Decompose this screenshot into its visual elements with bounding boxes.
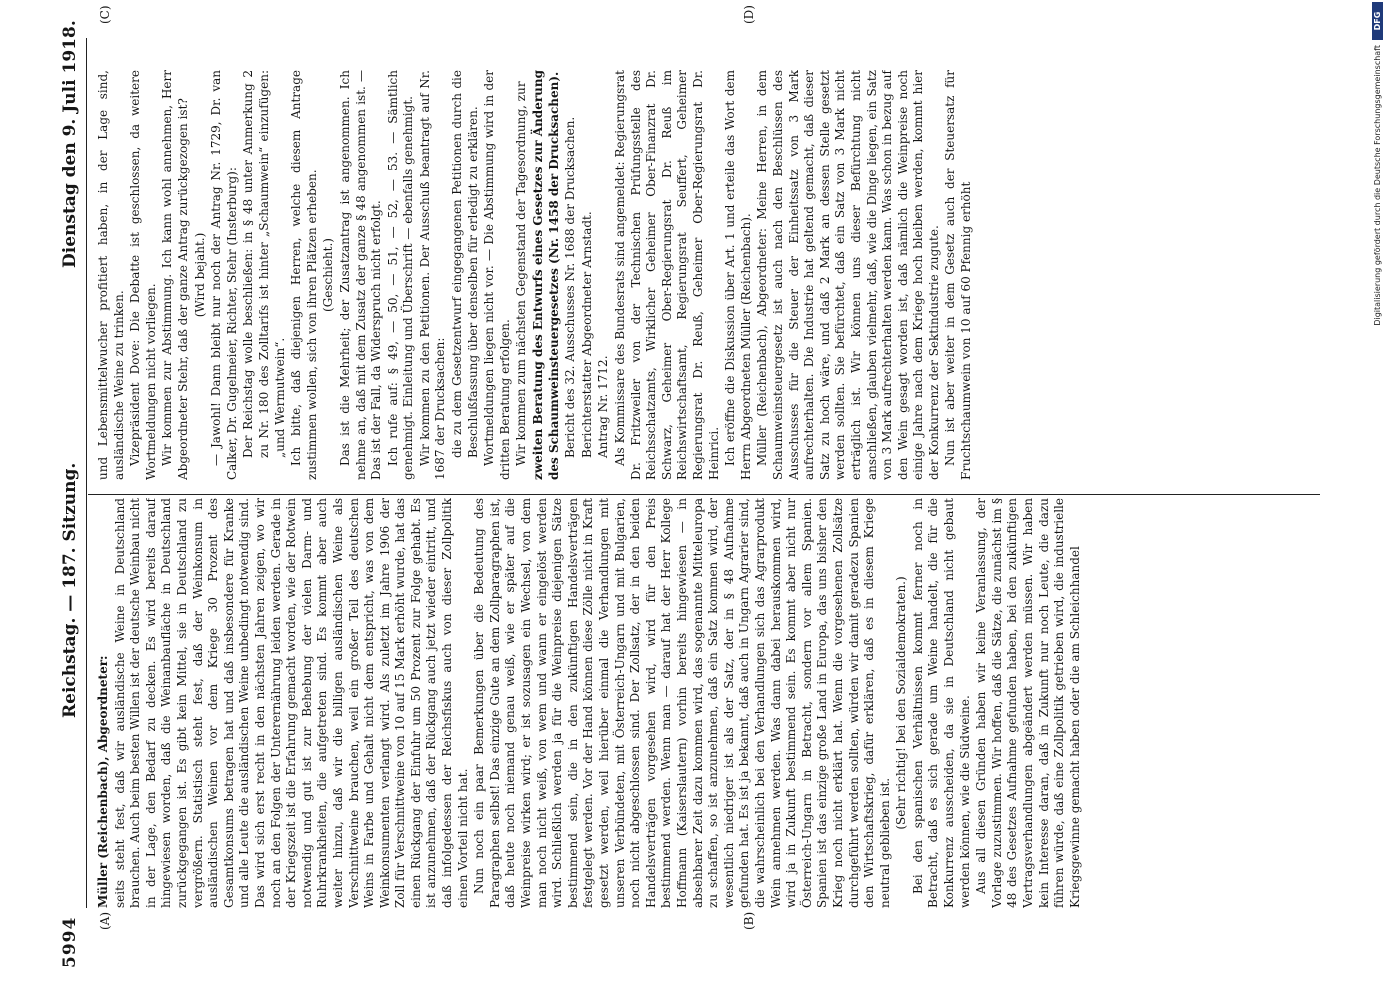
paragraph: Ich eröffne die Diskussion über Art. 1 und erteile das Wort dem Herrn Abgeordneten Müller (Reichenbach).	[723, 70, 753, 480]
margin-marker-b: (B)	[742, 911, 756, 930]
header-rule	[86, 38, 87, 908]
paragraph: Nun ist aber weiter in dem Gesetz auch der Steuersatz für Fruchtschaumwein von 10 auf 60 Pfennig erhöht	[943, 70, 974, 480]
margin-marker-c: (C)	[98, 5, 112, 24]
interjection: (Sehr richtig! bei den Sozialdemokraten.)	[894, 576, 909, 830]
paragraph: Wortmeldungen liegen nicht vor. — Die Abstimmung wird in der dritten Beratung erfolgen.	[482, 70, 512, 480]
page-number: 5994	[60, 916, 80, 968]
paragraph: Wir kommen zur Abstimmung. Ich kann wohl annehmen, Herr Abgeordneter Stehr, daß der ganze Antrag zurückgezogen ist?	[160, 70, 190, 480]
paragraph: Nun noch ein paar Bemerkungen über die Bedeutung des Paragraphen selbst! Das einzige Gute an dem Zollparagraphen ist, daß heute noch niemand genau weiß, wie er später auf die Weinpreise wirken wird; er ist sozusagen ein Wechsel, von dem man noch nicht weiß, von wem und wann er eingelöst werden wird. Schließlich werden ja für die Weinpreise diejenigen Sätze bestimmend sein, die in den zukünftigen Handelsverträgen festgelegt werden. Vor der Hand können diese Zölle nicht in Kraft gesetzt werden, weil hierüber einmal die Verhandlungen mit unseren Verbündeten, mit Österreich-Ungarn und mit Bulgarien, noch nicht abgeschlossen sind. Der Zollsatz, der in den beiden Handelsverträgen vorgesehen wird, wird für den Preis bestimmend werden. Wenn man — darauf hat der Herr Kollege Hoffmann (Kaiserslautern) vorhin bereits hingewiesen — in absehbarer Zeit dazu kommen wird, das sogenannte Mitteleuropa zu schaffen, so ist anzunehmen, daß ein Satz kommen wird, der wesentlich niedriger ist als der Satz, der in § 48 Aufnahme gefunden hat. Es ist ja bekannt, daß auch in Ungarn Agrarier sind, die wahrscheinlich bei den Verhandlungen sich das Agrarprodukt Wein annehmen werden. Was dann dabei herauskommen wird, wird ja in Zukunft bestimmend sein. Es kommt aber nicht nur Österreich-Ungarn in Betracht, sondern vor allem Spanien. Spanien ist das einzige große Land in Europa, das uns bisher den Krieg noch nicht erklärt hat. Wenn die vorgesehenen Zollsätze durchgeführt werden sollten, würden wir damit geradezu Spanien den Wirtschaftskrieg, dafür erklären, daß es in diesem Kriege neutral geblieben ist.	[472, 498, 892, 908]
interjection: (Geschieht.)	[321, 238, 336, 312]
paragraph: Bei den spanischen Verhältnissen kommt ferner noch in Betracht, daß es sich gerade um Weine handelt, die für die Konkurrenz ausscheiden, da sie in Deutschland nicht gebaut werden können, wie die Südweine.	[910, 498, 972, 908]
dfg-logo: DFG	[1372, 2, 1383, 40]
paragraph: Als Kommissare des Bundesrats sind angemeldet: Regierungsrat Dr. Fritzweiler von der Technischen Prüfungsstelle des Reichsschatzamts, Wirklicher Geheimer Ober-Finanzrat Dr. Schwarz, Geheimer Ober-Regierungsrat Dr. Reuß im Reichswirtschaftsamt, Regierungsrat Seuffert, Geheimer Regierungsrat Dr. Reuß, Geheimer Ober-Regierungsrat Dr. Heinrici.	[613, 70, 721, 480]
paragraph: — Jawohl! Dann bleibt nur noch der Antrag Nr. 1729, Dr. van Calker, Dr. Gugelmeier, Richter, Stehr (Insterburg):	[209, 70, 239, 480]
page-header	[60, 20, 82, 968]
right-column	[96, 70, 1311, 480]
paragraph: seits steht fest, daß wir ausländische Weine in Deutschland brauchen. Auch beim besten Willen ist der deutsche Weinbau nicht in der Lage, den Bedarf zu decken. Es wird bereits darauf hingewiesen worden, daß die Weinanbaufläche in Deutschland zurückgegangen ist. Es gibt kein Mittel, sie in Deutschland zu vergrößern. Statistisch steht fest, daß der Weinkonsum in ausländischen Weinen vor dem Kriege 30 Prozent des Gesamtkonsums betragen hat und daß insbesondere für Kranke und alle Leute die ausländischen Weine unbedingt notwendig sind. Das wird sich erst recht in den nächsten Jahren zeigen, wo wir noch an den Folgen der Unterernährung leiden werden. Gerade in der Kriegszeit ist die Erfahrung gemacht worden, wie der Rotwein notwendig und gut ist zur Behebung der vielen Darm- und Ruhrkrankheiten, die aufgetreten sind. Es kommt aber auch weiter hinzu, daß wir die billigen ausländischen Weine als Verschnittweine brauchen, weil ein großer Teil des deutschen Weins in Farbe und Gehalt nicht dem entspricht, was von dem Weinkonsumenten verlangt wird. Als zuletzt im Jahre 1906 der Zoll für Verschnittweine von 10 auf 15 Mark erhöht wurde, hat das einen Rückgang der Einfuhr um 50 Prozent zur Folge gehabt. Es ist anzunehmen, daß der Rückgang auch jetzt wieder eintritt, und daß infolgedessen der Reichsfiskus auch von dieser Zollpolitik einen Vorteil nicht hat.	[112, 498, 470, 908]
sitting-title: Reichstag. — 187. Sitzung.	[60, 462, 80, 718]
column-divider	[88, 494, 1320, 495]
digitization-note: Digitalisierung gefördert durch die Deutsche Forschungsgemeinschaft	[1373, 45, 1382, 326]
speaker-line: Müller (Reichenbach), Abgeordneter:	[96, 655, 110, 908]
interjection: (Wird bejaht.)	[192, 232, 207, 318]
sitting-date: Dienstag den 9. Juli 1918.	[60, 20, 80, 268]
paragraph: und Lebensmittelwucher profitiert haben, in der Lage sind, ausländische Weine zu trinken.	[96, 70, 126, 480]
paragraph: Aus all diesen Gründen haben wir keine Veranlassung, der Vorlage zuzustimmen. Wir hoffen, daß die Sätze, die zunächst im § 48 des Gesetzes Aufnahme gefunden haben, bei den zukünftigen Vertragsverhandlungen abgeändert werden müssen. Wir haben kein Interesse daran, daß in Zukunft nur noch Leute, die dazu führen würde, daß eine Zollpolitik getrieben wird, die industrielle Kriegsgewinne gemacht haben oder die am Schleichhandel	[974, 498, 1082, 908]
paragraph: Wir kommen zum nächsten Gegenstand der Tagesordnung, zur	[514, 81, 529, 466]
paragraph: Bericht des 32. Ausschusses Nr. 1688 der Drucksachen.	[563, 116, 578, 458]
paragraph: Ich rufe auf: § 49, — 50, — 51, — 52, — 53. — Sämtlich genehmigt. Einleitung und Überschrift — ebenfalls genehmigt.	[385, 70, 416, 480]
paragraph: Vizepräsident Dove: Die Debatte ist geschlossen, da weitere Wortmeldungen nicht vorliegen.	[128, 70, 158, 480]
paragraph: Müller (Reichenbach), Abgeordneter: Meine Herren, in dem Schaumweinsteuergesetz ist auch nach den Beschlüssen des Ausschusses für die Steuer der Einheitssatz von 3 Mark aufrechterhalten. Die Industrie hat geltend gemacht, daß dieser Satz zu hoch wäre, und daß 2 Mark an dessen Stelle gesetzt werden sollten. Sie befürchtet, daß ein Satz von 3 Mark nicht erträglich ist. Wir können uns dieser Befürchtung nicht anschließen, glauben vielmehr, daß, wie die Dinge liegen, ein Satz von 3 Mark aufrechterhalten werden kann. Was schon in bezug auf den Wein gesagt worden ist, daß nämlich die Weinpreise noch einige Jahre nach dem Kriege hoch bleiben werden, kommt hier der Konkurrenz der Sektindustrie zugute.	[755, 70, 941, 480]
paragraph: Ich bitte, daß diejenigen Herren, welche diesem Antrage zustimmen wollen, sich von ihren Plätzen erheben.	[289, 70, 319, 480]
motion-text: Der Reichstag wolle beschließen: in § 48 unter Anmerkung 2 zu Nr. 180 des Zolltarifs ist hinter „Schaumwein“ einzufügen: „und Wermutwein“.	[241, 70, 287, 458]
paragraph: Wir kommen zu den Petitionen. Der Ausschuß beantragt auf Nr. 1687 der Drucksachen:	[417, 70, 448, 480]
left-column	[96, 498, 1311, 908]
margin-marker-a: (A)	[98, 911, 112, 930]
paragraph: Berichterstatter Abgeordneter Arnstadt.	[579, 211, 594, 458]
agenda-item-heading: zweiten Beratung des Entwurfs eines Gesetzes zur Änderung des Schaumweinsteuergesetzes (Nr. 1458 der Drucksachen).	[531, 70, 561, 480]
motion-text: die zu dem Gesetzentwurf eingegangenen Petitionen durch die Beschlußfassung über denselben für erledigt zu erklären.	[450, 70, 480, 458]
digitization-sidebar	[1372, 0, 1383, 1000]
paragraph: Das ist die Mehrheit; der Zusatzantrag ist angenommen. Ich nehme an, daß mit dem Zusatz der ganze § 48 angenommen ist. — Das ist der Fall, da Widerspruch nicht erfolgt.	[337, 70, 384, 480]
margin-marker-d: (D)	[742, 5, 756, 24]
paragraph: Antrag Nr. 1712.	[596, 355, 611, 458]
